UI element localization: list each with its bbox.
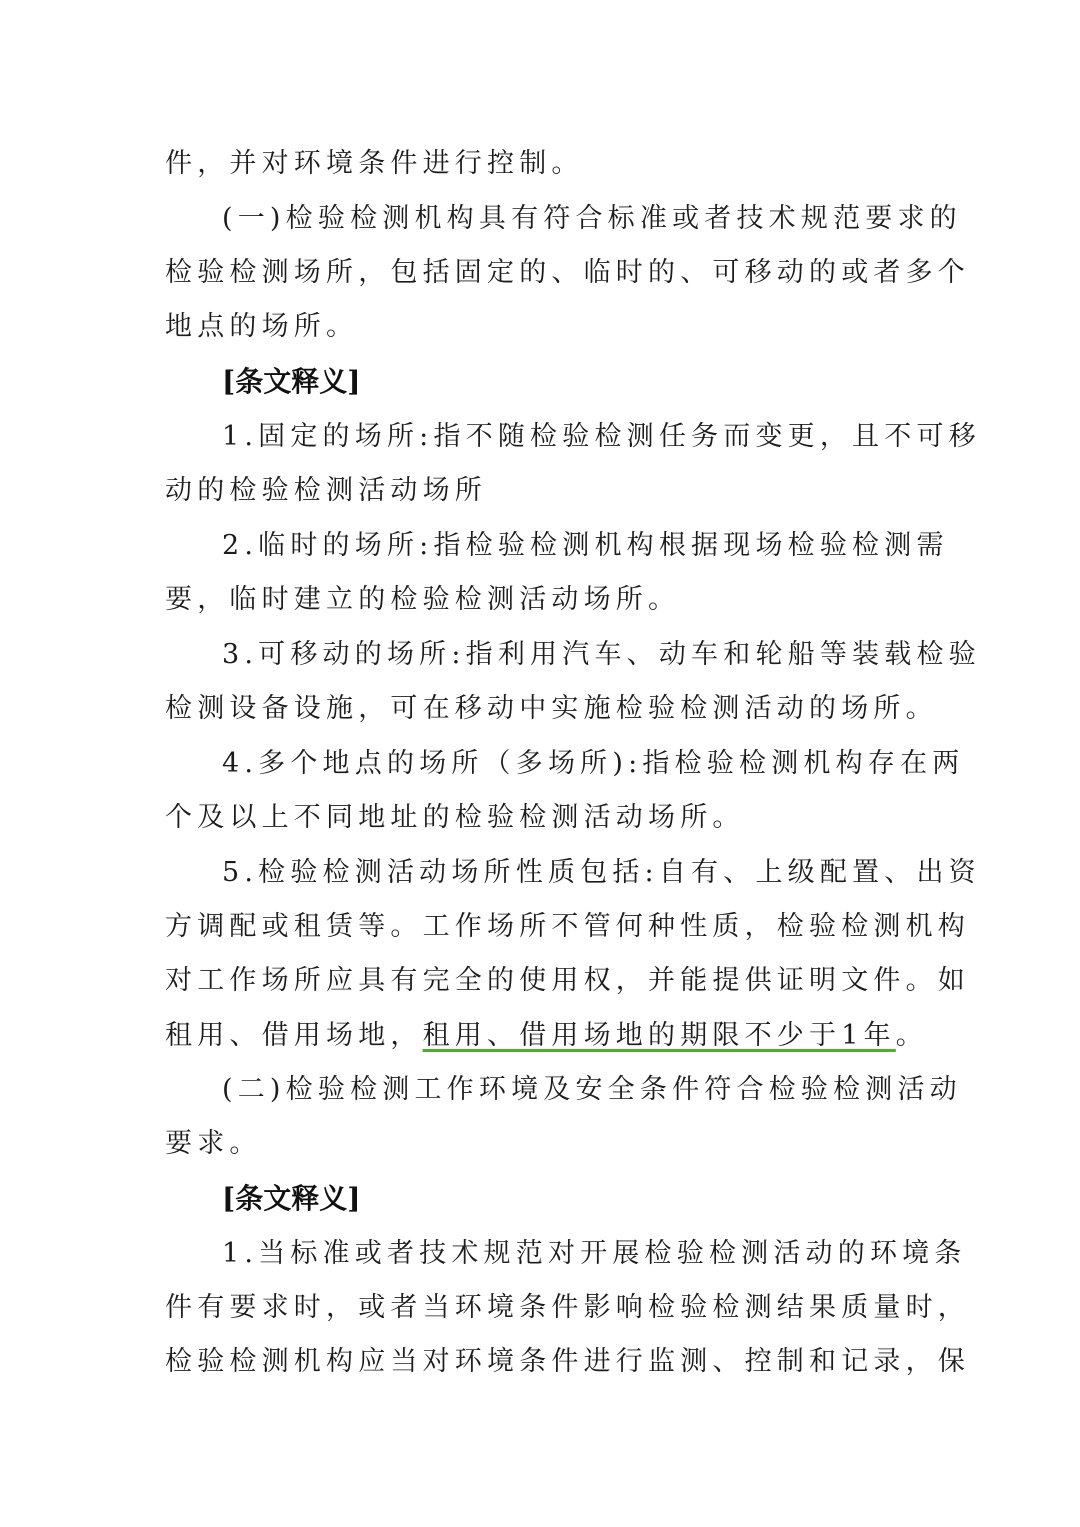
body-text-line: 要，临时建立的检验检测活动场所。 bbox=[165, 584, 681, 615]
list-item-environment: 1.当标准或者技术规范对开展检验检测活动的环境条 bbox=[222, 1238, 967, 1269]
list-item-temporary-site: 2.临时的场所:指检验检测机构根据现场检验检测需 bbox=[222, 530, 949, 561]
body-text-line: 检验检测场所，包括固定的、临时的、可移动的或者多个 bbox=[165, 257, 970, 288]
lease-term-line bbox=[165, 1009, 928, 1063]
body-text-line: 检测设备设施，可在移动中实施检验检测活动的场所。 bbox=[165, 693, 938, 724]
body-text-line: 对工作场所应具有完全的使用权，并能提供证明文件。如 bbox=[165, 965, 970, 996]
underlined-lease-term: 租用、借用场地的期限不少于1年 bbox=[422, 1020, 896, 1051]
lease-text-before: 租用、借用场地， bbox=[165, 1020, 423, 1051]
body-text-line: 地点的场所。 bbox=[165, 311, 359, 342]
body-text-line: 件，并对环境条件进行控制。 bbox=[165, 148, 584, 179]
body-text-line: 要求。 bbox=[165, 1128, 262, 1159]
body-text-line: 检验检测机构应当对环境条件进行监测、控制和记录，保 bbox=[165, 1346, 970, 1377]
body-text-line: 件有要求时，或者当环境条件影响检验检测结果质量时， bbox=[165, 1292, 970, 1323]
body-text-line: 个及以上不同地址的检验检测活动场所。 bbox=[165, 802, 745, 833]
lease-text-after: 。 bbox=[895, 1020, 928, 1051]
clause-one-text: (一)检验检测机构具有符合标准或者技术规范要求的 bbox=[222, 203, 962, 234]
list-item-fixed-site: 1.固定的场所:指不随检验检测任务而变更，且不可移 bbox=[222, 421, 981, 452]
list-item-mobile-site: 3.可移动的场所:指利用汽车、动车和轮船等装载检验 bbox=[222, 639, 981, 670]
clause-two-text: (二)检验检测工作环境及安全条件符合检验检测活动 bbox=[222, 1074, 962, 1105]
list-item-multi-site: 4.多个地点的场所（多场所):指检验检测机构存在两 bbox=[222, 748, 965, 779]
body-text-line: 动的检验检测活动场所 bbox=[165, 475, 487, 506]
section-heading-interpretation: [条文释义] bbox=[222, 365, 361, 398]
section-heading-interpretation: [条文释义] bbox=[222, 1182, 361, 1215]
body-text-line: 方调配或租赁等。工作场所不管何种性质，检验检测机构 bbox=[165, 911, 970, 942]
list-item-site-nature: 5.检验检测活动场所性质包括:自有、上级配置、出资 bbox=[222, 857, 981, 888]
